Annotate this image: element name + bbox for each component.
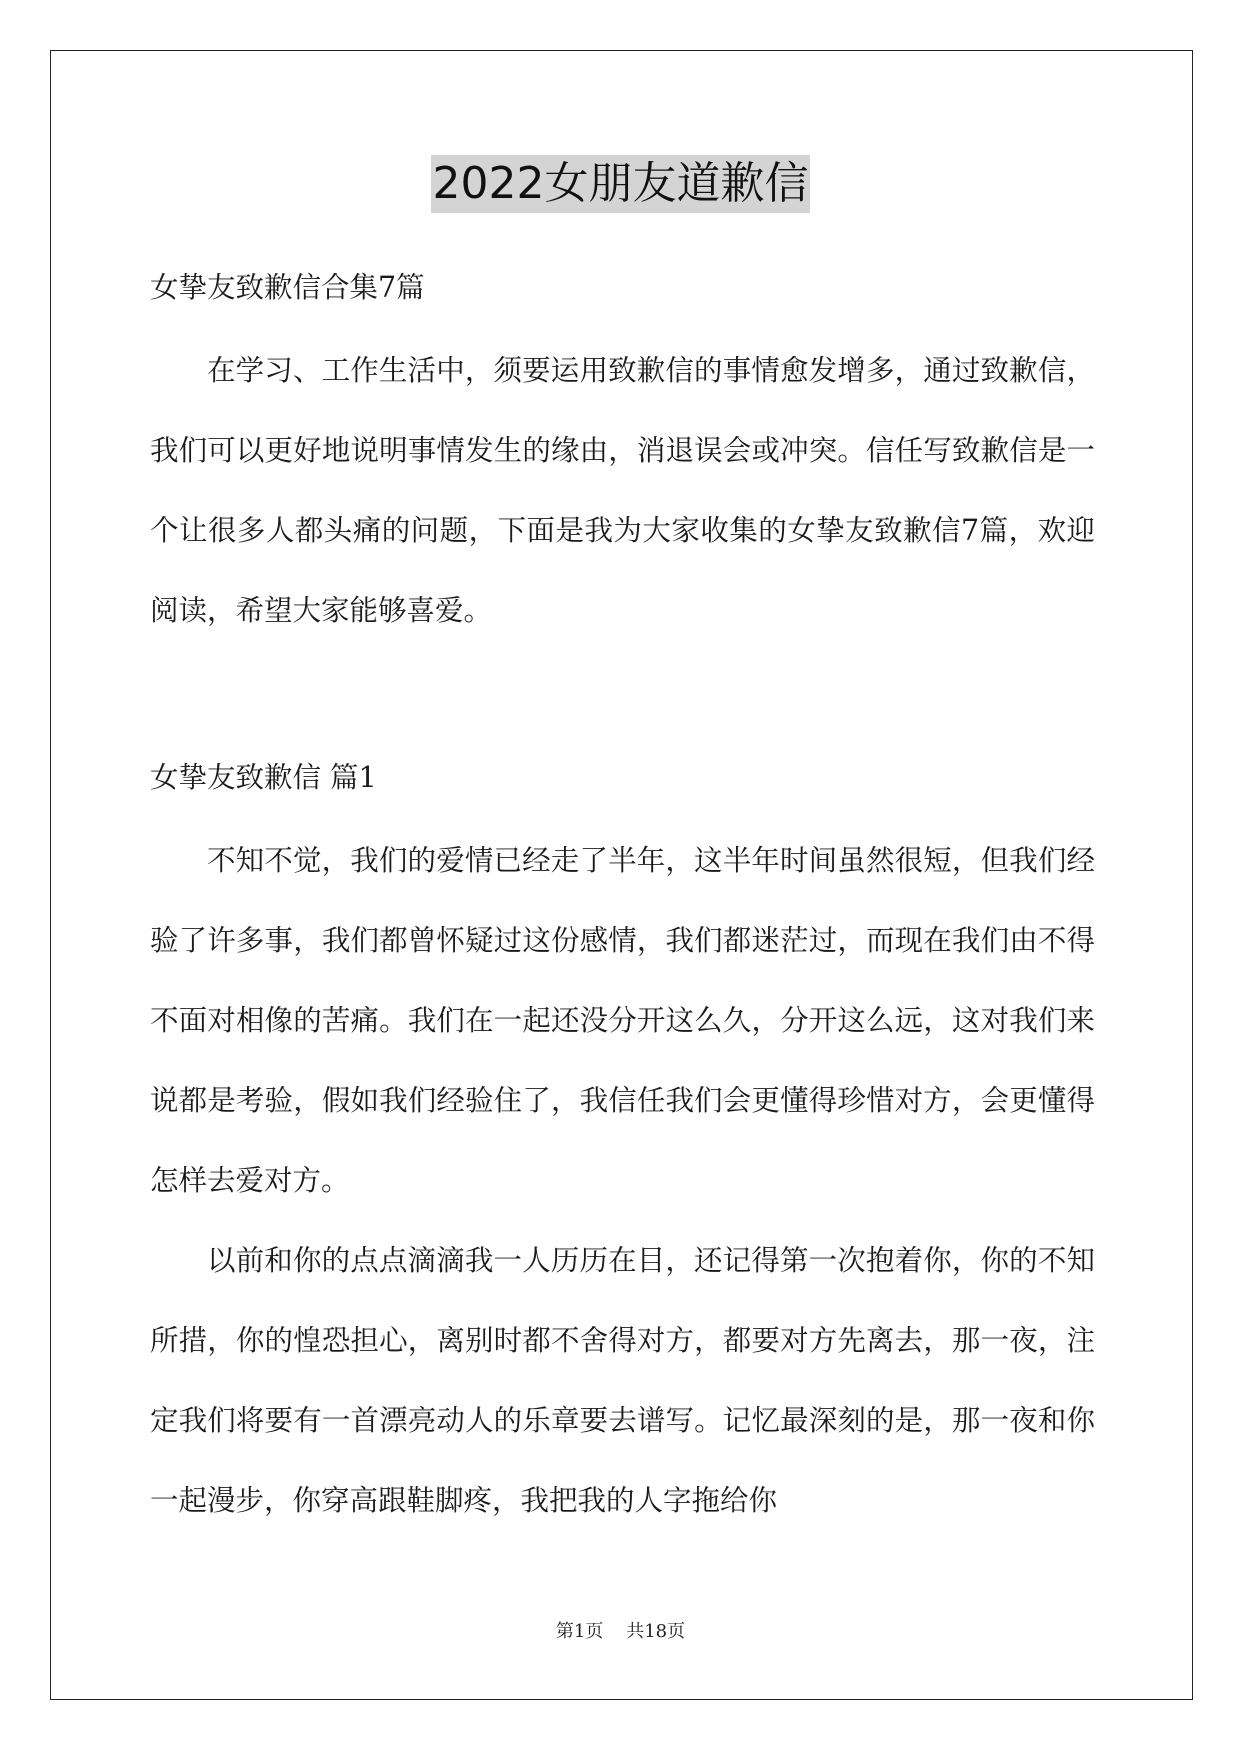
section-body xyxy=(150,821,1095,1541)
page-footer xyxy=(0,1617,1241,1643)
title-container xyxy=(0,155,1241,213)
document-subtitle: 女挚友致歉信合集7篇 xyxy=(150,271,425,304)
page-total: 共18页 xyxy=(626,1621,686,1642)
body-paragraph: 不知不觉，我们的爱情已经走了半年，这半年时间虽然很短，但我们经验了许多事，我们都曾怀疑过这份感情，我们都迷茫过，而现在我们由不得不面对相像的苦痛。我们在一起还没分开这么久，分开这么远，这对我们来说都是考验，假如我们经验住了，我信任我们会更懂得珍惜对方，会更懂得怎样去爱对方。 xyxy=(150,844,1095,1197)
body-paragraph: 以前和你的点点滴滴我一人历历在目，还记得第一次抱着你，你的不知所措，你的惶恐担心，离别时都不舍得对方，都要对方先离去，那一夜，注定我们将要有一首漂亮动人的乐章要去谱写。记忆最深刻的是，那一夜和你一起漫步，你穿高跟鞋脚疼，我把我的人字拖给你 xyxy=(150,1244,1095,1517)
intro-paragraph: 在学习、工作生活中，须要运用致歉信的事情愈发增多，通过致歉信，我们可以更好地说明事情发生的缘由，消退误会或冲突。信任写致歉信是一个让很多人都头痛的问题，下面是我为大家收集的女挚友致歉信7篇，欢迎阅读，希望大家能够喜爱。 xyxy=(150,354,1095,627)
section-heading: 女挚友致歉信 篇1 xyxy=(150,761,377,794)
intro-section xyxy=(150,331,1095,651)
page-number: 第1页 xyxy=(555,1621,604,1642)
document-title: 2022女朋友道歉信 xyxy=(431,155,811,213)
